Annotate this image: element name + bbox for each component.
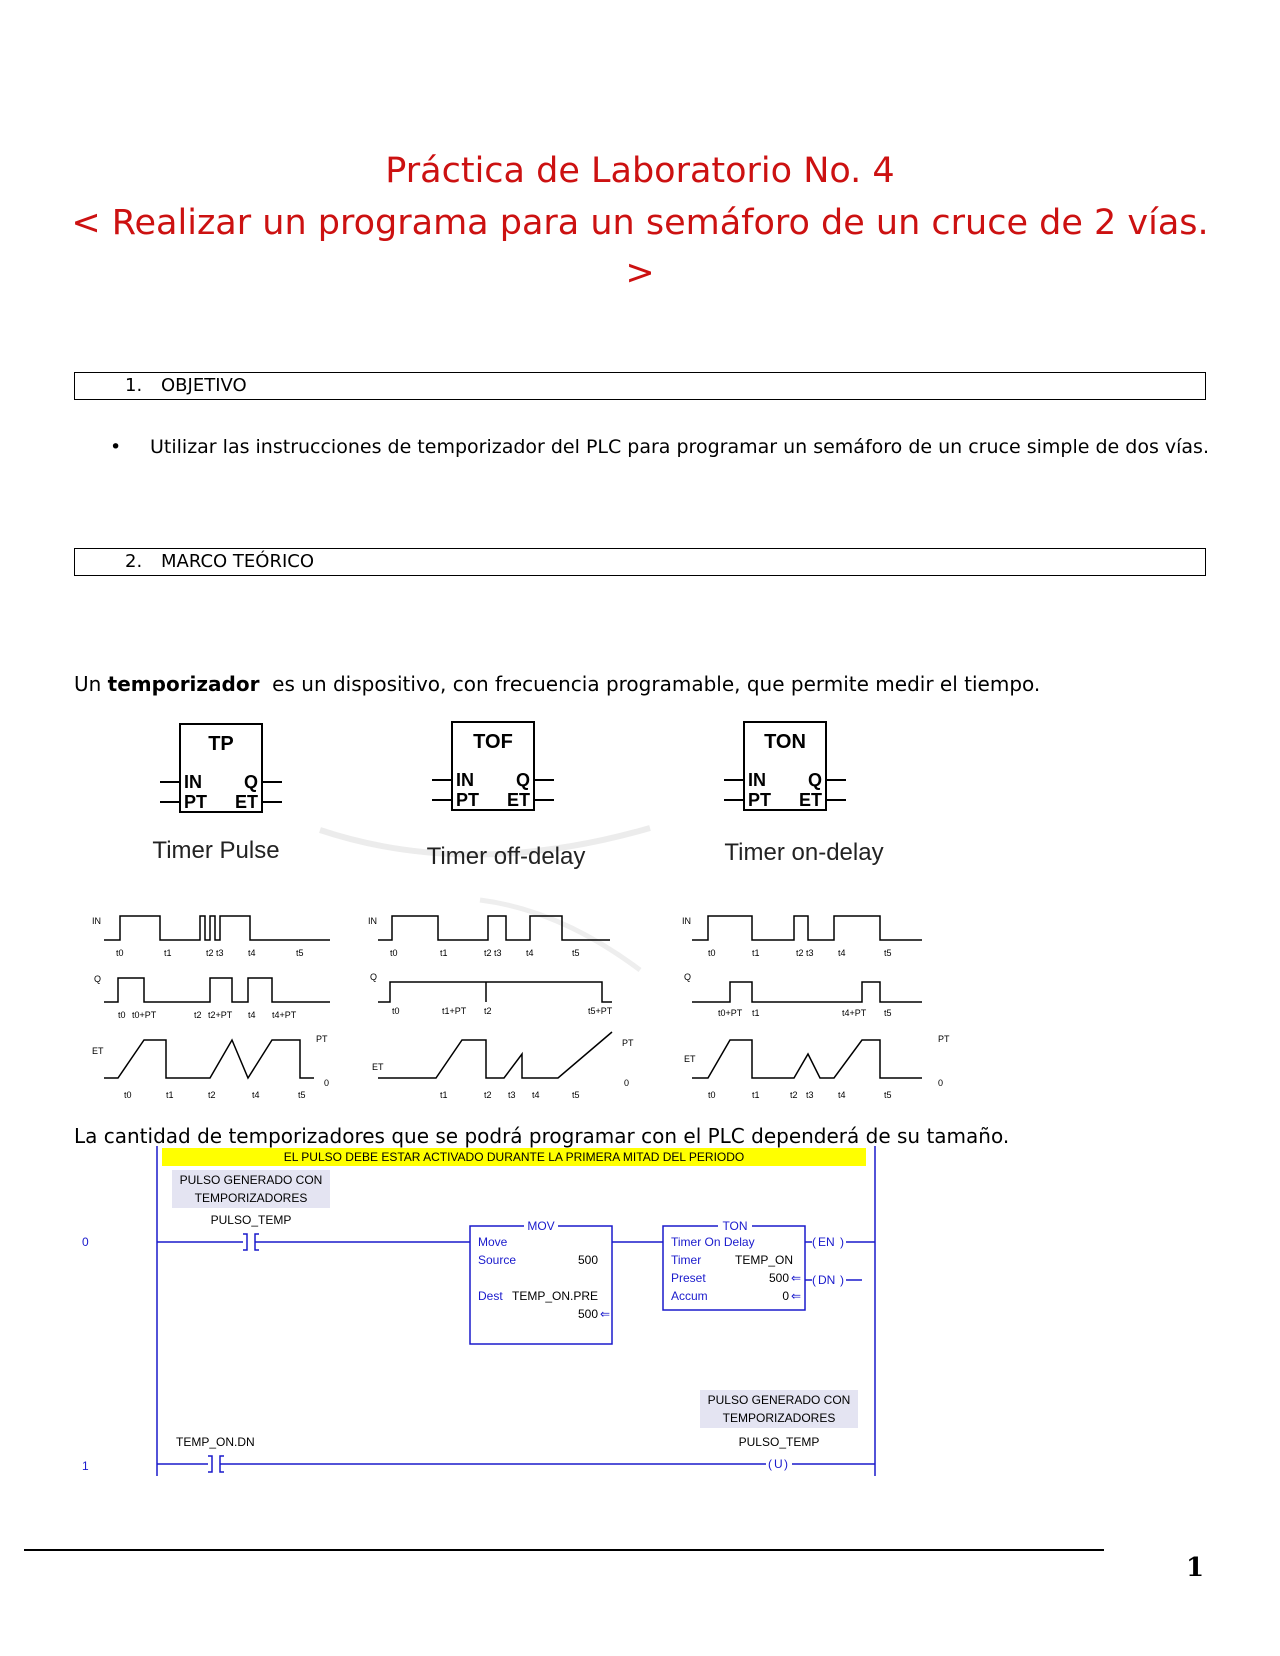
tp-title: TP <box>208 733 234 755</box>
svg-text:t0: t0 <box>118 1010 126 1020</box>
svg-text:t0: t0 <box>708 948 716 958</box>
svg-text:Timer: Timer <box>671 1253 702 1267</box>
svg-text:Accum: Accum <box>671 1289 708 1303</box>
svg-text:t2: t2 <box>484 1006 492 1016</box>
rung1-coil-tag: PULSO_TEMP <box>738 1435 820 1449</box>
svg-text:t5+PT: t5+PT <box>588 1006 613 1016</box>
tof-in-label: IN <box>456 770 474 790</box>
svg-text:TEMPORIZADORES: TEMPORIZADORES <box>722 1411 836 1425</box>
intro-rest: es un dispositivo, con frecuencia programable, que permite medir el tiempo. <box>259 672 1041 696</box>
svg-text:TEMP_ON.PRE: TEMP_ON.PRE <box>511 1289 598 1303</box>
section-label: OBJETIVO <box>161 375 247 396</box>
svg-text:): ) <box>784 1457 788 1471</box>
tp-et-ticks <box>124 1090 306 1100</box>
ton-diag-et-label: ET <box>684 1054 696 1064</box>
tp-q-label: Q <box>243 772 258 792</box>
ton-timing-diagram <box>682 916 950 1100</box>
tp-q-ticks <box>118 1010 297 1020</box>
svg-text:t1: t1 <box>166 1090 174 1100</box>
tp-caption: Timer Pulse <box>152 837 280 864</box>
svg-text:t4+PT: t4+PT <box>842 1008 867 1018</box>
section-marco-teorico-header <box>74 548 1206 576</box>
page-title-line1: Práctica de Laboratorio No. 4 <box>385 151 895 191</box>
svg-text:t2: t2 <box>208 1090 216 1100</box>
tof-q-label: Q <box>515 770 530 790</box>
svg-text:t5: t5 <box>572 948 580 958</box>
tof-title: TOF <box>473 731 513 753</box>
svg-text:TEMP_ON: TEMP_ON <box>734 1253 793 1267</box>
svg-text:t1: t1 <box>440 948 448 958</box>
svg-text:Dest: Dest <box>478 1289 503 1303</box>
rung1-contact <box>208 1456 212 1472</box>
intro-prefix: Un <box>74 672 108 696</box>
ton-diag-q-label: Q <box>684 972 692 982</box>
ton-et-ticks <box>708 1090 892 1100</box>
page-title-line2: < Realizar un programa para un semáforo de un cruce de 2 vías. <box>71 203 1209 243</box>
ton-in-label: IN <box>748 770 766 790</box>
section-objetivo-header <box>74 372 1206 400</box>
ton-q-signal <box>692 982 922 1002</box>
svg-text:t4: t4 <box>248 948 256 958</box>
svg-text:PULSO GENERADO CON: PULSO GENERADO CON <box>707 1393 851 1407</box>
section-number: 1. <box>125 375 143 396</box>
svg-text:EN: EN <box>818 1235 835 1249</box>
svg-text:t2: t2 <box>194 1010 202 1020</box>
svg-text:t0: t0 <box>124 1090 132 1100</box>
svg-text:0: 0 <box>782 1289 789 1303</box>
svg-text:t5: t5 <box>298 1090 306 1100</box>
svg-text:500: 500 <box>577 1253 598 1267</box>
svg-text:t2: t2 <box>790 1090 798 1100</box>
svg-text:U: U <box>774 1457 783 1471</box>
tof-q-signal <box>378 982 612 1002</box>
tof-caption: Timer off-delay <box>426 843 586 870</box>
tof-in-ticks <box>390 948 580 958</box>
svg-text:t2: t2 <box>484 1090 492 1100</box>
ton-caption: Timer on-delay <box>724 839 884 866</box>
objective-text: Utilizar las instrucciones de temporizador del PLC para programar un semáforo de un cruce simple de dos vías. <box>150 436 1209 458</box>
ton-title: TON <box>764 731 806 753</box>
svg-text:t0+PT: t0+PT <box>718 1008 743 1018</box>
svg-text:(: ( <box>768 1457 772 1471</box>
tof-timing-diagram <box>368 916 634 1100</box>
svg-text:Timer On Delay: Timer On Delay <box>671 1235 755 1249</box>
rung1-contact-tag: TEMP_ON.DN <box>176 1435 255 1449</box>
arrow-left-icon: ⇐ <box>791 1289 802 1303</box>
ton-diag-pt-label: PT <box>938 1034 950 1044</box>
svg-text:t0: t0 <box>708 1090 716 1100</box>
ton-diag-in-label: IN <box>682 916 691 926</box>
tof-diag-in-label: IN <box>368 916 377 926</box>
tof-et-label: ET <box>506 790 530 810</box>
ton-in-signal <box>692 916 922 940</box>
ton-block <box>724 722 846 810</box>
svg-text:t3: t3 <box>806 1090 814 1100</box>
svg-text:t4+PT: t4+PT <box>272 1010 297 1020</box>
tp-block <box>160 724 282 812</box>
svg-text:t4: t4 <box>838 1090 846 1100</box>
tp-diag-q-label: Q <box>94 974 102 984</box>
tp-in-label: IN <box>184 772 202 792</box>
svg-text:t2+PT: t2+PT <box>208 1010 233 1020</box>
ton-pt-label: PT <box>748 790 772 810</box>
svg-text:t1: t1 <box>164 948 172 958</box>
svg-text:t4: t4 <box>252 1090 260 1100</box>
tof-diag-pt-label: PT <box>622 1038 634 1048</box>
timer-intro-paragraph <box>74 672 1040 696</box>
footer-divider <box>24 1549 1104 1551</box>
rung0-number: 0 <box>82 1235 89 1249</box>
svg-text:t5: t5 <box>884 948 892 958</box>
ton-q-label: Q <box>807 770 822 790</box>
svg-text:t3: t3 <box>508 1090 516 1100</box>
tof-diag-zero-label: 0 <box>624 1078 630 1088</box>
svg-text:t1+PT: t1+PT <box>442 1006 467 1016</box>
ton-title: TON <box>722 1219 748 1233</box>
tp-diag-pt-label: PT <box>316 1034 328 1044</box>
svg-text:PULSO GENERADO CON: PULSO GENERADO CON <box>179 1173 323 1187</box>
tp-diag-zero-label: 0 <box>324 1078 330 1088</box>
tp-diag-in-label: IN <box>92 916 101 926</box>
svg-text:t2 t3: t2 t3 <box>796 948 814 958</box>
svg-text:t1: t1 <box>752 1090 760 1100</box>
svg-text:t4: t4 <box>248 1010 256 1020</box>
timer-quantity-paragraph: La cantidad de temporizadores que se podrá programar con el PLC dependerá de su tamaño. <box>74 1124 1010 1148</box>
rung1-number: 1 <box>82 1459 89 1473</box>
svg-text:t0: t0 <box>116 948 124 958</box>
intro-bold-term: temporizador <box>107 672 260 696</box>
dn-output: ( <box>812 1273 816 1287</box>
svg-text:t1: t1 <box>440 1090 448 1100</box>
unlatch-coil <box>768 1457 788 1471</box>
svg-text:t1: t1 <box>752 948 760 958</box>
ladder-diagram <box>0 1146 1280 1476</box>
arrow-left-icon: ⇐ <box>600 1307 611 1321</box>
svg-text:500: 500 <box>577 1307 598 1321</box>
tp-pt-label: PT <box>184 792 208 812</box>
svg-text:500: 500 <box>768 1271 789 1285</box>
page-title-line3: > <box>625 253 655 293</box>
svg-text:t2 t3: t2 t3 <box>484 948 502 958</box>
arrow-left-icon: ⇐ <box>791 1271 802 1285</box>
svg-text:t4: t4 <box>838 948 846 958</box>
page-number: 1 <box>1186 1553 1205 1583</box>
rung0-contact-tag: PULSO_TEMP <box>210 1213 292 1227</box>
tp-diag-et-label: ET <box>92 1046 104 1056</box>
ton-et-label: ET <box>798 790 822 810</box>
ton-in-ticks <box>708 948 892 958</box>
tof-q-ticks <box>392 1006 613 1016</box>
svg-text:t5: t5 <box>884 1090 892 1100</box>
timer-figure <box>0 710 1280 1120</box>
bullet-icon: • <box>110 436 122 458</box>
svg-text:t4: t4 <box>526 948 534 958</box>
svg-text:): ) <box>840 1235 844 1249</box>
section-number: 2. <box>125 551 143 572</box>
tp-in-signal <box>104 916 330 940</box>
svg-text:): ) <box>840 1273 844 1287</box>
svg-text:t0: t0 <box>390 948 398 958</box>
mov-title: MOV <box>527 1219 555 1233</box>
tp-et-label: ET <box>234 792 258 812</box>
tof-diag-q-label: Q <box>370 972 378 982</box>
svg-text:t5: t5 <box>296 948 304 958</box>
tof-block <box>432 722 554 810</box>
tp-in-ticks <box>116 948 304 958</box>
section-label: MARCO TEÓRICO <box>161 551 314 572</box>
tof-et-ticks <box>440 1090 580 1100</box>
comment-banner-text: EL PULSO DEBE ESTAR ACTIVADO DURANTE LA PRIMERA MITAD DEL PERIODO <box>283 1150 745 1164</box>
rung0-contact <box>243 1234 247 1250</box>
svg-text:t0+PT: t0+PT <box>132 1010 157 1020</box>
svg-text:TEMPORIZADORES: TEMPORIZADORES <box>194 1191 308 1205</box>
tp-et-signal <box>104 1040 314 1078</box>
svg-text:t1: t1 <box>752 1008 760 1018</box>
tof-et-signal <box>378 1032 612 1078</box>
tp-q-signal <box>104 978 330 1002</box>
ton-q-ticks <box>718 1008 892 1018</box>
tof-pt-label: PT <box>456 790 480 810</box>
svg-text:Source: Source <box>478 1253 517 1267</box>
tof-diag-et-label: ET <box>372 1062 384 1072</box>
ton-diag-zero-label: 0 <box>938 1078 944 1088</box>
svg-text:t5: t5 <box>572 1090 580 1100</box>
ton-et-signal <box>692 1040 922 1078</box>
svg-text:DN: DN <box>818 1273 836 1287</box>
tp-timing-diagram <box>92 916 330 1100</box>
svg-text:t4: t4 <box>532 1090 540 1100</box>
svg-text:t5: t5 <box>884 1008 892 1018</box>
en-output: ( <box>812 1235 816 1249</box>
svg-text:Preset: Preset <box>671 1271 706 1285</box>
svg-text:t2 t3: t2 t3 <box>206 948 224 958</box>
svg-text:t0: t0 <box>392 1006 400 1016</box>
svg-text:Move: Move <box>478 1235 508 1249</box>
